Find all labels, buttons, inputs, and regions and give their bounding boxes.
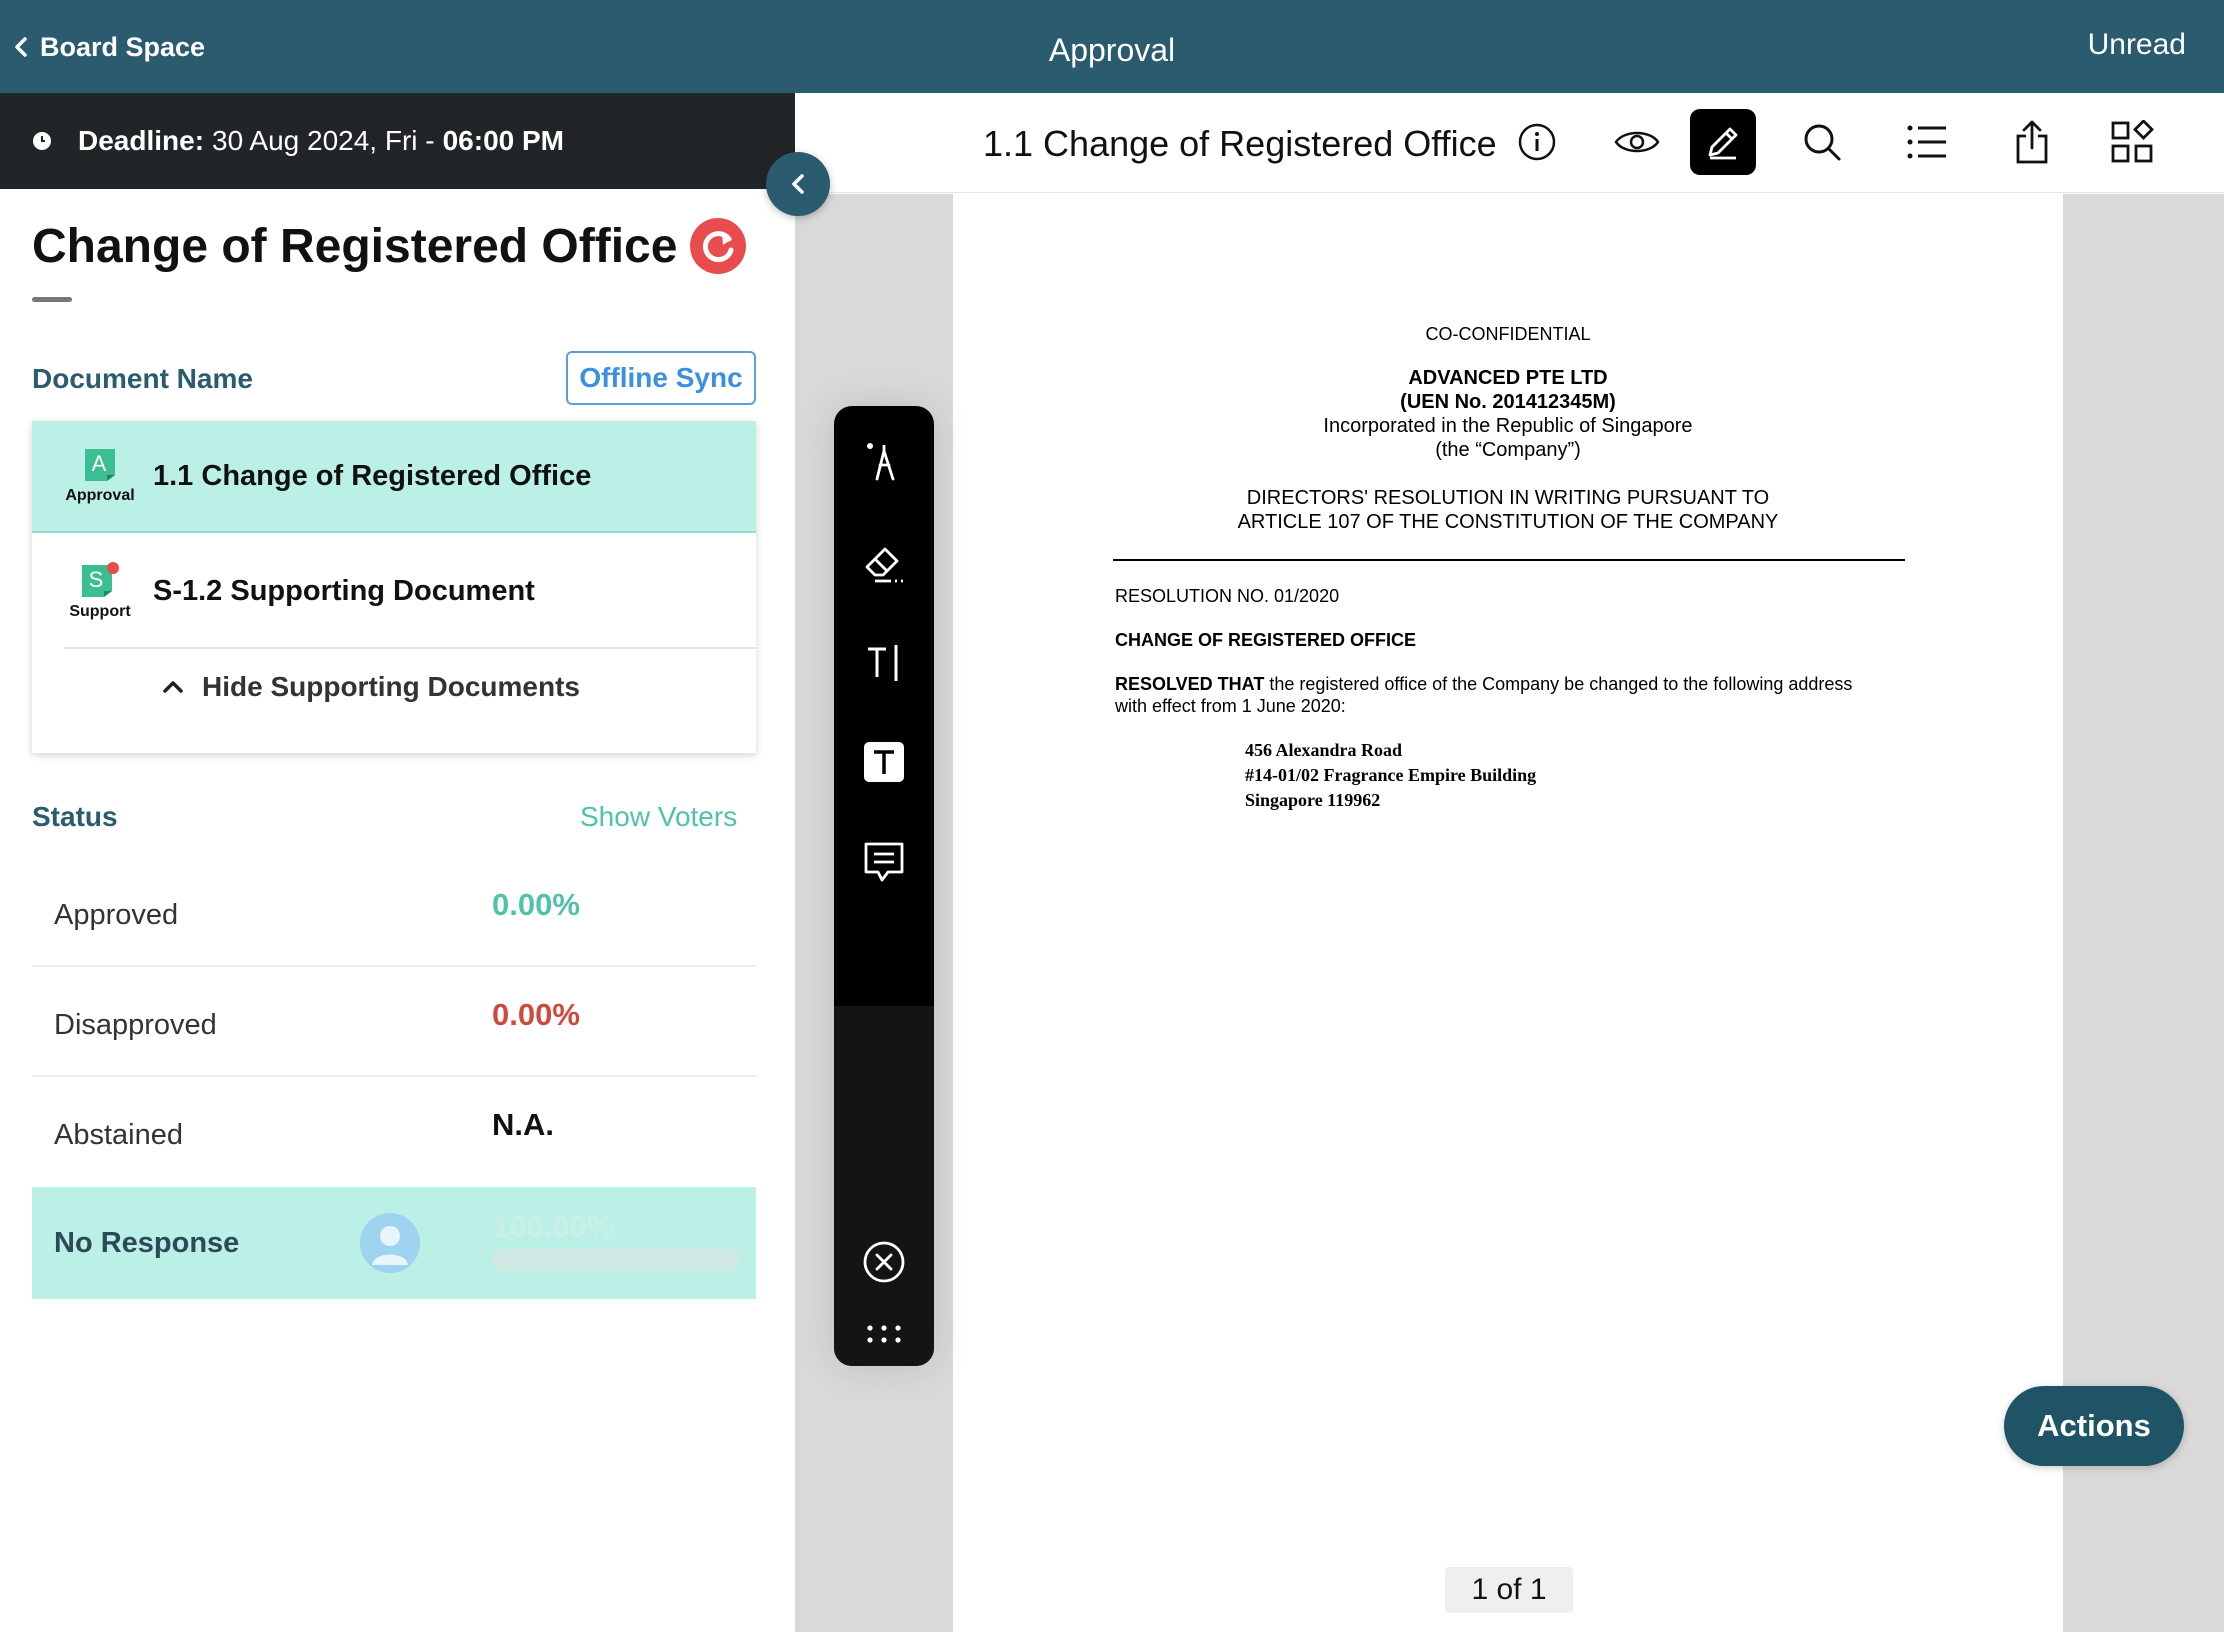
text-cursor-icon[interactable] [854, 633, 914, 693]
list-icon[interactable] [1894, 109, 1960, 175]
unread-button[interactable]: Unread [2087, 28, 2186, 61]
resolved-that: RESOLVED THAT [1115, 674, 1265, 694]
document-row-approval[interactable] [32, 421, 756, 533]
status-label: Approved [54, 899, 179, 931]
share-icon[interactable] [1999, 109, 2065, 175]
status-row-approved [32, 863, 756, 967]
status-row-no-response[interactable] [32, 1187, 756, 1299]
support-type-label: Support [69, 603, 131, 620]
search-icon[interactable] [1789, 109, 1855, 175]
document-row-support[interactable] [32, 535, 756, 647]
resolved-text: the registered office of the Company be changed to the following address [1264, 674, 1853, 694]
company-alias: (the “Company”) [1435, 439, 1581, 461]
screen-title: Approval [1048, 32, 1176, 68]
deadline-bar [0, 93, 795, 189]
status-value: N.A. [492, 1107, 554, 1142]
svg-text:A: A [91, 451, 107, 476]
offline-sync-button[interactable]: Offline Sync [566, 351, 756, 405]
resolution-body-line1 [1115, 674, 1852, 695]
incorporation-line: Incorporated in the Republic of Singapore [1323, 415, 1693, 437]
approval-type-label: Approval [65, 487, 135, 504]
document-name: S-1.2 Supporting Document [153, 574, 535, 607]
status-value: 0.00% [492, 887, 580, 922]
hide-supporting-label: Hide Supporting Documents [202, 671, 580, 702]
meeting-detail-panel [0, 93, 795, 1632]
chevron-left-icon [790, 172, 806, 196]
meeting-title-text: Change of Registered Office [32, 219, 678, 273]
divider-rule [1113, 559, 1905, 561]
avatar [360, 1213, 420, 1273]
approval-badge [32, 447, 168, 505]
close-circle-icon[interactable] [854, 1232, 914, 1292]
resolution-title-line1: DIRECTORS' RESOLUTION IN WRITING PURSUANT TO [1246, 487, 1770, 509]
document-title: 1.1 Change of Registered Office [983, 123, 1497, 164]
progress-fill [492, 1249, 740, 1271]
clock-icon [32, 131, 52, 151]
document-toolbar [795, 93, 2224, 193]
chevron-up-icon [162, 680, 184, 694]
title-divider [32, 297, 72, 302]
status-row-disapproved [32, 973, 756, 1077]
deadline-date: 30 Aug 2024, Fri - [212, 125, 435, 156]
divider [64, 647, 756, 649]
show-voters-link[interactable]: Show Voters [580, 801, 738, 832]
text-box-icon[interactable] [854, 732, 914, 792]
status-value: 0.00% [492, 997, 580, 1032]
resolution-body-line2: with effect from 1 June 2020: [1115, 696, 1346, 716]
support-badge [32, 561, 168, 621]
resolution-title-line2: ARTICLE 107 OF THE CONSTITUTION OF THE COMPANY [1237, 511, 1779, 533]
status-heading: Status [32, 801, 118, 832]
eye-icon[interactable] [1604, 109, 1670, 175]
back-label: Board Space [40, 31, 206, 62]
document-page [953, 194, 2063, 1632]
svg-text:S: S [88, 567, 104, 592]
no-response-progress-bar [492, 1249, 740, 1271]
apps-icon[interactable] [2099, 109, 2165, 175]
deadline-time: 06:00 PM [442, 125, 565, 156]
address-line3: Singapore 119962 [1245, 790, 1381, 810]
info-icon[interactable] [1504, 109, 1570, 175]
collapse-panel-button[interactable] [766, 152, 830, 216]
more-icon[interactable] [854, 1304, 914, 1364]
status-label: Disapproved [54, 1009, 217, 1041]
status-label: No Response [54, 1227, 240, 1259]
annotation-toolbar [834, 406, 934, 1366]
address-line1: 456 Alexandra Road [1245, 740, 1403, 760]
eraser-icon[interactable] [854, 533, 914, 593]
status-value: 100.00% [492, 1209, 615, 1244]
ink-pen-icon[interactable] [854, 434, 914, 494]
approval-doc-icon [83, 447, 117, 483]
company-name: ADVANCED PTE LTD [1408, 367, 1608, 389]
resolution-subject: CHANGE OF REGISTERED OFFICE [1115, 630, 1417, 650]
pen-icon[interactable] [1690, 109, 1756, 175]
deadline-label: Deadline: [78, 125, 205, 156]
refresh-icon[interactable] [689, 217, 747, 275]
meeting-title [32, 217, 747, 275]
support-doc-icon [80, 561, 120, 599]
page-counter: 1 of 1 [1445, 1567, 1573, 1613]
status-label: Abstained [54, 1119, 183, 1151]
top-navigation-bar [0, 0, 2224, 93]
document-list [32, 421, 756, 753]
hide-supporting-documents-button[interactable] [162, 671, 580, 703]
company-uen: (UEN No. 201412345M) [1400, 391, 1616, 413]
comment-icon[interactable] [854, 832, 914, 892]
document-name: 1.1 Change of Registered Office [153, 459, 592, 492]
confidential-label: CO-CONFIDENTIAL [1425, 324, 1591, 344]
address-line2: #14-01/02 Fragrance Empire Building [1245, 765, 1537, 785]
document-name-heading: Document Name [32, 363, 253, 394]
status-row-abstained [32, 1083, 756, 1187]
actions-button[interactable]: Actions [2004, 1386, 2184, 1466]
resolution-number: RESOLUTION NO. 01/2020 [1115, 586, 1340, 606]
